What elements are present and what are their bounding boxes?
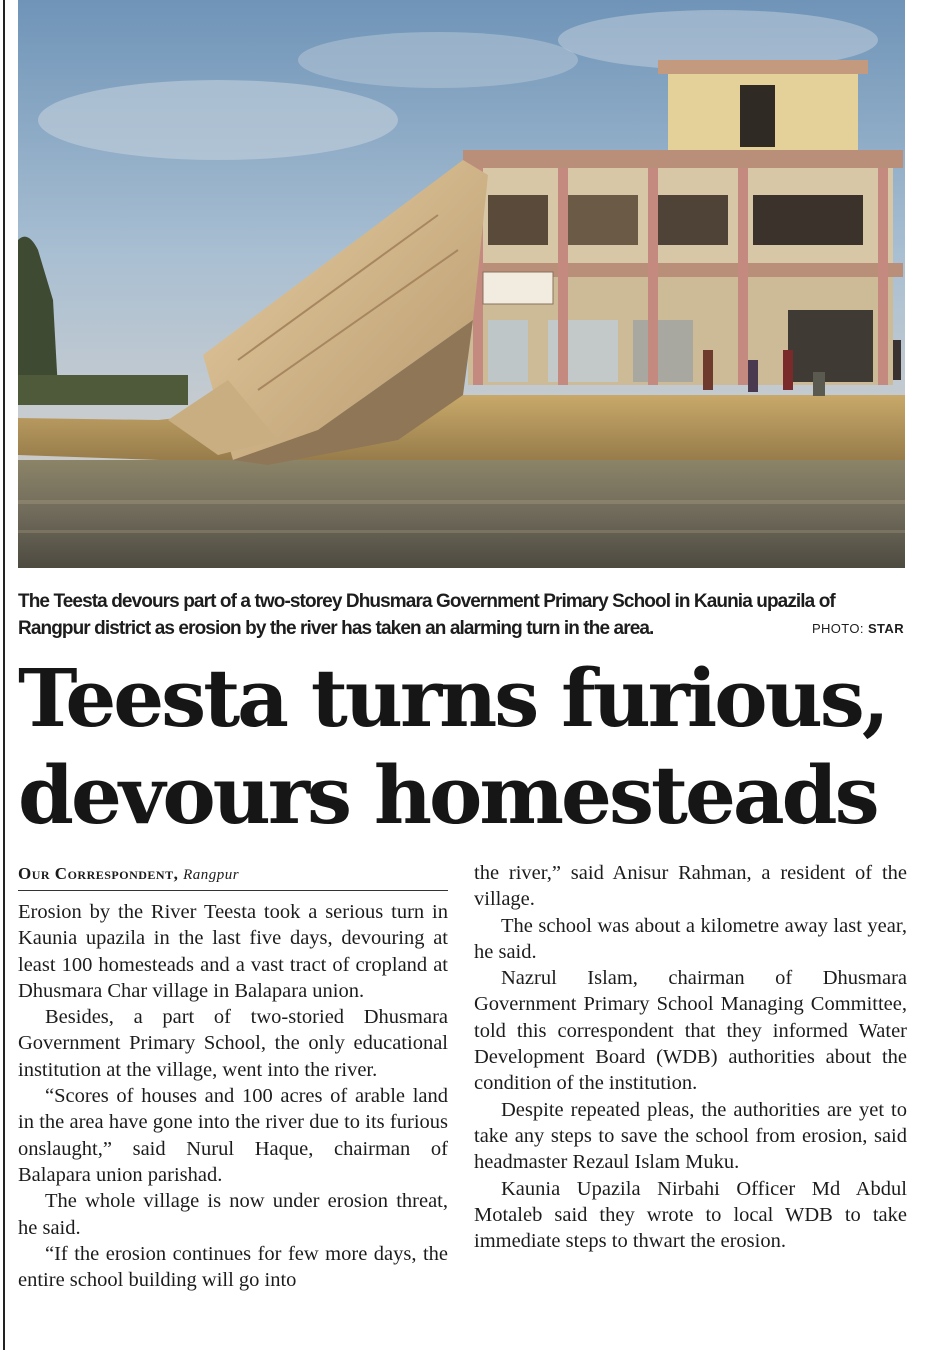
byline-author: Our Correspondent, [18,864,179,883]
photo-caption [18,588,908,642]
paragraph: Kaunia Upazila Nirbahi Officer Md Abdul Motaleb said they wrote to local WDB to take immediate steps to thwart the erosion. [474,1177,907,1253]
paragraph: The whole village is now under erosion threat, he said. [18,1190,448,1239]
article-column-left [18,860,448,1293]
column-rule [3,0,5,1350]
byline [18,860,448,891]
paragraph: Besides, a part of two-storied Dhusmara Government Primary School, the only educational institution at the village, went into the river. [18,1006,448,1081]
photo-credit [812,615,904,642]
paragraph: “Scores of houses and 100 acres of arable land in the area have gone into the river due to its furious onslaught,” said Nurul Haque, chairman of Balapara union parishad. [18,1085,448,1186]
paragraph: Despite repeated pleas, the authorities are yet to take any steps to save the school from erosion, said headmaster Rezaul Islam Muku. [474,1098,907,1174]
collapsed-school-building-photo [18,0,905,568]
byline-place: Rangpur [183,867,240,883]
headline-line-1: Teesta turns furious, [18,651,887,745]
news-photo [18,0,905,568]
paragraph: “If the erosion continues for few more days, the entire school building will go into [18,1242,448,1292]
credit-source: STAR [867,621,904,636]
paragraph: Erosion by the River Teesta took a serious turn in Kaunia upazila in the last five days, devouring at least 100 homesteads and a vast tract of cropland at Dhusmara Char village in Balapara union. [18,901,448,1002]
credit-label: PHOTO: [811,621,864,636]
headline-line-2: devours homesteads [18,748,877,842]
headline [18,650,918,844]
article-body-left [18,899,448,1293]
paragraph: The school was about a kilometre away last year, he said. [474,914,907,963]
article-body-right [474,860,907,1254]
caption-text: The Teesta devours part of a two-storey Dhusmara Government Primary School in Kaunia upazila of Rangpur district as erosion by the river has taken an alarming turn in the area. [18,591,835,639]
paragraph: Nazrul Islam, chairman of Dhusmara Government Primary School Managing Committee, told this correspondent that they informed Water Development Board (WDB) authorities about the condition of the institution. [474,967,907,1095]
paragraph: the river,” said Anisur Rahman, a resident of the village. [474,862,907,911]
article-column-right [474,860,907,1254]
